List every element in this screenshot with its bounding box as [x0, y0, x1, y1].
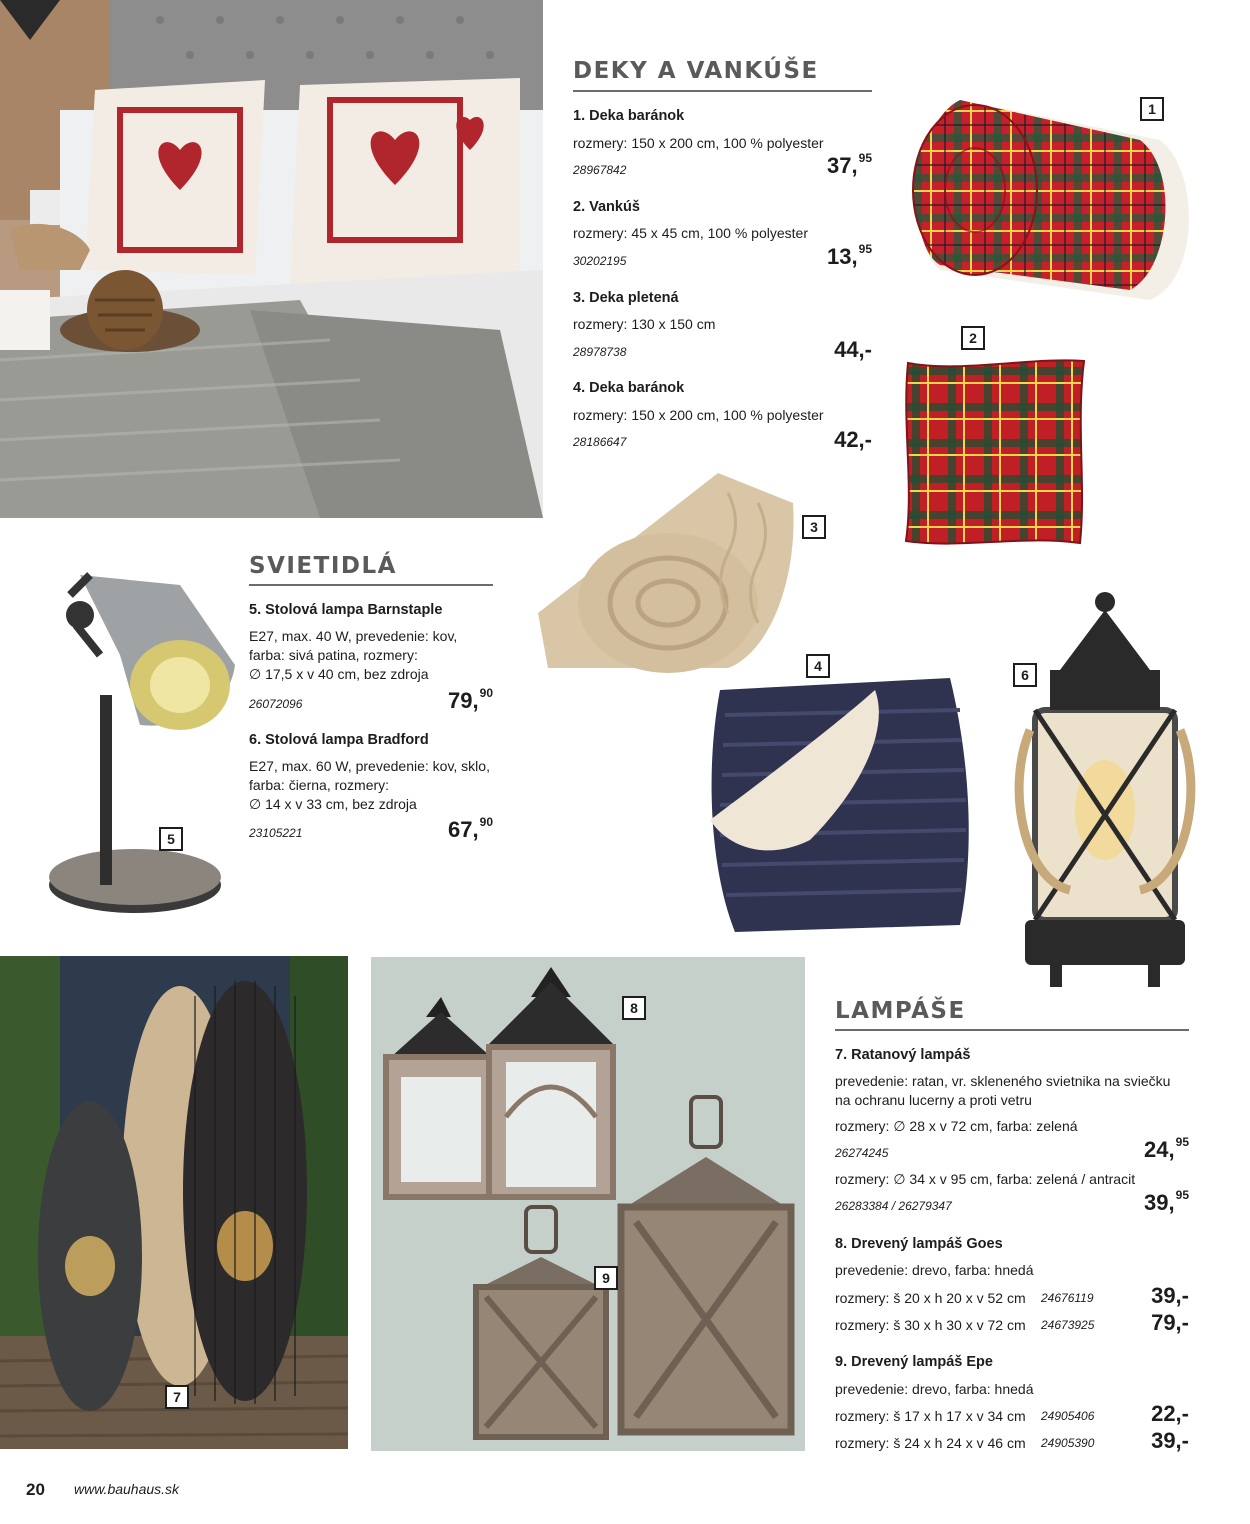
product-badge-8: 8 [622, 996, 646, 1020]
product-variant-7-1-code: 26274245 [835, 1146, 889, 1160]
product-name-4: 4. Deka baránok [573, 380, 685, 396]
section-title-lampase: LAMPÁŠE [835, 998, 966, 1024]
product-price-3: 44,- [834, 337, 872, 362]
product-spec-5-line-3: ∅ 17,5 x v 40 cm, bez zdroja [249, 666, 429, 682]
product-price-1: 37,95 [827, 151, 872, 178]
product-spec-6-line-2: farba: čierna, rozmery: [249, 777, 390, 793]
product-spec-6-line-1: E27, max. 60 W, prevedenie: kov, sklo, [249, 758, 490, 774]
product-badge-6: 6 [1013, 663, 1037, 687]
product-badge-2: 2 [961, 326, 985, 350]
product-price-5: 79,90 [448, 686, 493, 713]
section-title-deky: DEKY A VANKÚŠE [573, 58, 819, 84]
product-variant-8-2-code: 24673925 [1041, 1318, 1095, 1332]
product-variant-7-1-price: 24,95 [1144, 1135, 1189, 1162]
section-rule-svietidla [249, 584, 493, 586]
product-name-6: 6. Stolová lampa Bradford [249, 732, 429, 748]
section-title-svietidla: SVIETIDLÁ [249, 553, 397, 579]
bedroom-photo [0, 0, 543, 518]
section-rule-lampase [835, 1029, 1189, 1031]
product-variant-9-1-size: rozmery: š 17 x h 17 x v 34 cm [835, 1408, 1026, 1424]
plush-blanket-photo [690, 670, 980, 940]
knitted-blanket-photo [528, 463, 798, 678]
product-spec-5-line-2: farba: sivá patina, rozmery: [249, 647, 418, 663]
product-badge-9: 9 [594, 1266, 618, 1290]
product-variant-9-2-price: 39,- [1151, 1428, 1189, 1453]
product-price-4: 42,- [834, 427, 872, 452]
product-spec-6-line-3: ∅ 14 x v 33 cm, bez zdroja [249, 796, 417, 812]
product-spec-3: rozmery: 130 x 150 cm [573, 316, 716, 332]
product-code-2: 30202195 [573, 254, 627, 268]
product-name-9: 9. Drevený lampáš Epe [835, 1354, 993, 1370]
product-spec-7-line-1: prevedenie: ratan, vr. skleneného svietnika na sviečku [835, 1073, 1171, 1089]
product-badge-5: 5 [159, 827, 183, 851]
website-url: www.bauhaus.sk [74, 1481, 180, 1497]
bradford-lamp-photo [1010, 590, 1200, 995]
product-spec-2: rozmery: 45 x 45 cm, 100 % polyester [573, 225, 808, 241]
product-badge-7: 7 [165, 1385, 189, 1409]
product-variant-9-2-size: rozmery: š 24 x h 24 x v 46 cm [835, 1435, 1026, 1451]
product-spec-9: prevedenie: drevo, farba: hnedá [835, 1381, 1034, 1397]
product-variant-9-1-price: 22,- [1151, 1401, 1189, 1426]
product-badge-4: 4 [806, 654, 830, 678]
product-variant-8-2-size: rozmery: š 30 x h 30 x v 72 cm [835, 1317, 1026, 1333]
product-name-8: 8. Drevený lampáš Goes [835, 1236, 1003, 1252]
product-code-5: 26072096 [249, 697, 303, 711]
product-spec-7-line-2: na ochranu lucerny a proti vetru [835, 1092, 1032, 1108]
product-variant-7-2-price: 39,95 [1144, 1188, 1189, 1215]
product-variant-9-2-code: 24905390 [1041, 1436, 1095, 1450]
product-variant-8-1-size: rozmery: š 20 x h 20 x v 52 cm [835, 1290, 1026, 1306]
product-code-6: 23105221 [249, 826, 303, 840]
product-variant-8-2-price: 79,- [1151, 1310, 1189, 1335]
wooden-lanterns-photo [371, 957, 805, 1451]
product-variant-7-2-code: 26283384 / 26279347 [835, 1199, 952, 1213]
product-variant-8-1-code: 24676119 [1041, 1291, 1094, 1305]
product-spec-8: prevedenie: drevo, farba: hnedá [835, 1262, 1034, 1278]
product-name-2: 2. Vankúš [573, 199, 640, 215]
product-code-3: 28978738 [573, 345, 627, 359]
product-spec-1: rozmery: 150 x 200 cm, 100 % polyester [573, 135, 824, 151]
product-name-5: 5. Stolová lampa Barnstaple [249, 602, 443, 618]
barnstaple-lamp-photo [40, 555, 240, 925]
product-code-1: 28967842 [573, 163, 627, 177]
product-spec-5-line-1: E27, max. 40 W, prevedenie: kov, [249, 628, 458, 644]
product-price-2: 13,95 [827, 242, 872, 269]
product-badge-3: 3 [802, 515, 826, 539]
product-variant-8-1-price: 39,- [1151, 1283, 1189, 1308]
product-name-1: 1. Deka baránok [573, 108, 685, 124]
tartan-pillow-photo [900, 355, 1090, 550]
product-code-4: 28186647 [573, 435, 627, 449]
product-name-7: 7. Ratanový lampáš [835, 1047, 971, 1063]
product-variant-9-1-code: 24905406 [1041, 1409, 1095, 1423]
section-rule-deky [573, 90, 872, 92]
rattan-lanterns-photo [0, 956, 348, 1449]
product-badge-1: 1 [1140, 97, 1164, 121]
page-number: 20 [26, 1480, 45, 1499]
product-variant-7-2-size: rozmery: ∅ 34 x v 95 cm, farba: zelená / antracit [835, 1171, 1136, 1187]
product-price-6: 67,90 [448, 815, 493, 842]
product-spec-4: rozmery: 150 x 200 cm, 100 % polyester [573, 407, 824, 423]
product-variant-7-1-size: rozmery: ∅ 28 x v 72 cm, farba: zelená [835, 1118, 1078, 1134]
product-name-3: 3. Deka pletená [573, 290, 679, 306]
